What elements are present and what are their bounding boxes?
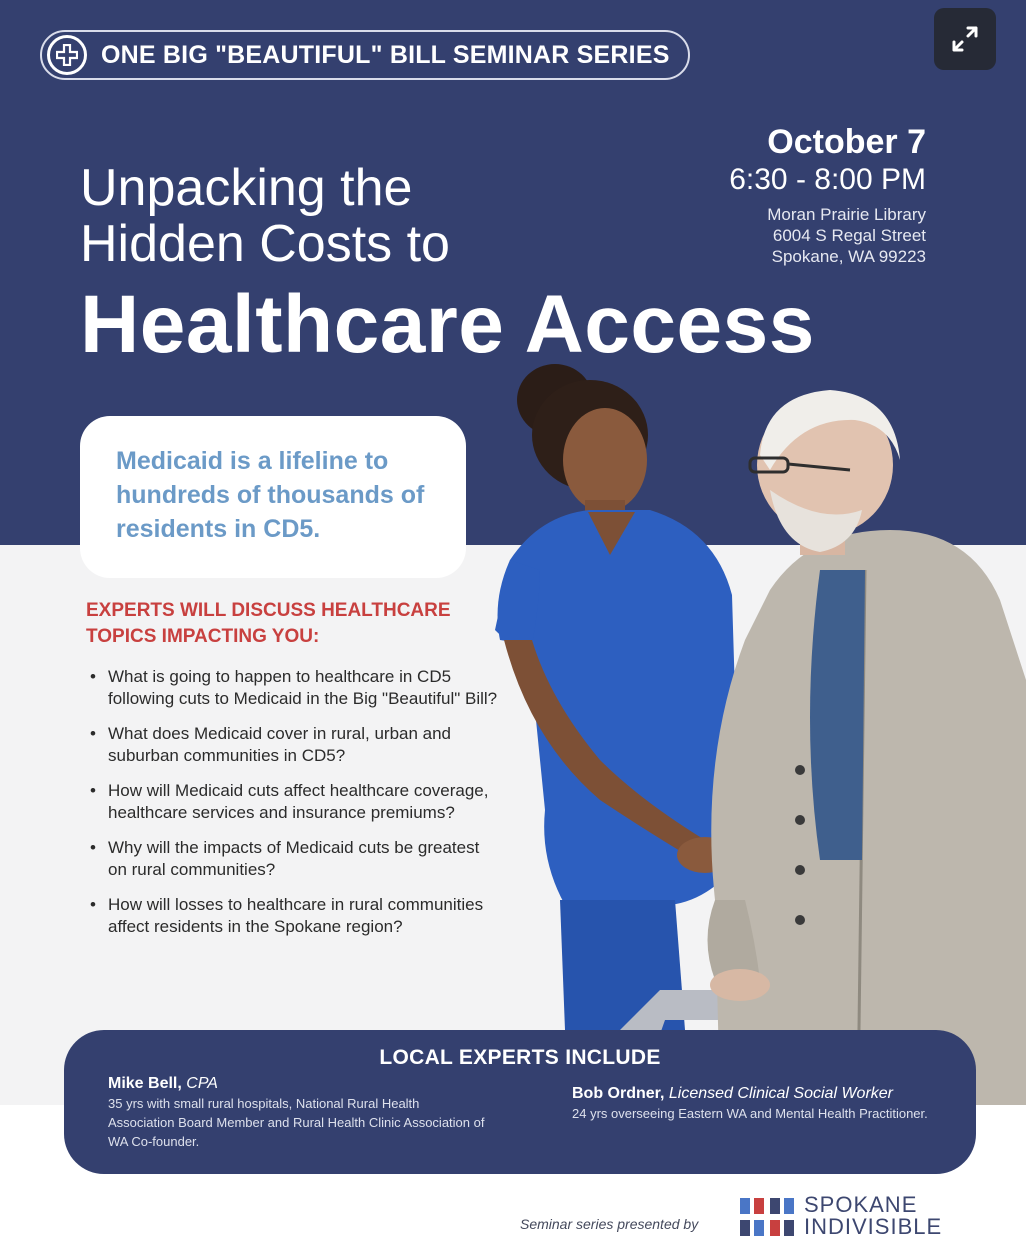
expert-name: Bob Ordner, bbox=[572, 1085, 665, 1102]
topic-text: How will Medicaid cuts affect healthcare coverage, healthcare services and insurance premiums? bbox=[108, 781, 489, 822]
topic-text: Why will the impacts of Medicaid cuts be greatest on rural communities? bbox=[108, 838, 480, 879]
title-line-2: Hidden Costs to bbox=[80, 215, 450, 273]
expert-bio: 24 yrs overseeing Eastern WA and Mental Health Practitioner. bbox=[572, 1106, 928, 1121]
list-item: • How will losses to healthcare in rural communities affect residents in the Spokane region? bbox=[90, 895, 484, 936]
event-street: 6004 S Regal Street bbox=[772, 226, 926, 245]
quote-box bbox=[80, 416, 466, 578]
series-title: ONE BIG "BEAUTIFUL" BILL SEMINAR SERIES bbox=[101, 40, 670, 69]
expert-name: Mike Bell, bbox=[108, 1075, 182, 1092]
event-venue: Moran Prairie Library bbox=[767, 205, 926, 224]
presented-by-text: Seminar series presented by bbox=[520, 1216, 699, 1232]
local-experts-panel bbox=[64, 1030, 976, 1174]
topic-text: What is going to happen to healthcare in CD5 following cuts to Medicaid in the Big "Beautiful" Bill? bbox=[108, 667, 498, 708]
series-banner bbox=[40, 30, 690, 80]
local-experts-title: LOCAL EXPERTS INCLUDE bbox=[379, 1046, 661, 1069]
event-time: 6:30 - 8:00 PM bbox=[729, 163, 926, 196]
topic-text: What does Medicaid cover in rural, urban and suburban communities in CD5? bbox=[108, 724, 452, 765]
brand-line-1: SPOKANE bbox=[804, 1192, 918, 1217]
list-item: • What does Medicaid cover in rural, urban and suburban communities in CD5? bbox=[90, 724, 452, 765]
expert-role: Licensed Clinical Social Worker bbox=[668, 1085, 893, 1102]
title-main: Healthcare Access bbox=[80, 279, 815, 370]
event-info bbox=[729, 122, 926, 267]
expert-bio: 35 yrs with small rural hospitals, National Rural Health Association Board Member and Rural Health Clinic Association of WA Co-founder. bbox=[108, 1096, 485, 1149]
spokane-indivisible-logo bbox=[740, 1196, 794, 1238]
event-city: Spokane, WA 99223 bbox=[771, 247, 926, 266]
expert-card-mike-bell bbox=[108, 1074, 488, 1151]
brand-line-2: INDIVISIBLE bbox=[804, 1214, 943, 1239]
topic-text: How will losses to healthcare in rural communities affect residents in the Spokane region? bbox=[108, 895, 484, 936]
list-item: • How will Medicaid cuts affect healthcare coverage, healthcare services and insurance premiums? bbox=[90, 781, 489, 822]
experts-heading: EXPERTS WILL DISCUSS HEALTHCARE TOPICS IMPACTING YOU: bbox=[86, 600, 451, 647]
list-item: • What is going to happen to healthcare in CD5 following cuts to Medicaid in the Big "Beautiful" Bill? bbox=[90, 667, 498, 708]
event-date: October 7 bbox=[767, 123, 926, 161]
expand-icon bbox=[948, 22, 982, 56]
plus-circle-icon bbox=[47, 35, 87, 75]
nurse-and-patient-photo bbox=[470, 340, 1026, 1105]
expert-card-bob-ordner bbox=[572, 1084, 942, 1123]
quote-text: Medicaid is a lifeline to hundreds of thousands of residents in CD5. bbox=[116, 447, 425, 543]
brand-name bbox=[804, 1194, 942, 1238]
title-line-1: Unpacking the bbox=[80, 159, 413, 217]
topics-list bbox=[88, 666, 498, 951]
expand-button[interactable] bbox=[934, 8, 996, 70]
list-item: • Why will the impacts of Medicaid cuts be greatest on rural communities? bbox=[90, 838, 480, 879]
expert-role: CPA bbox=[186, 1075, 218, 1092]
